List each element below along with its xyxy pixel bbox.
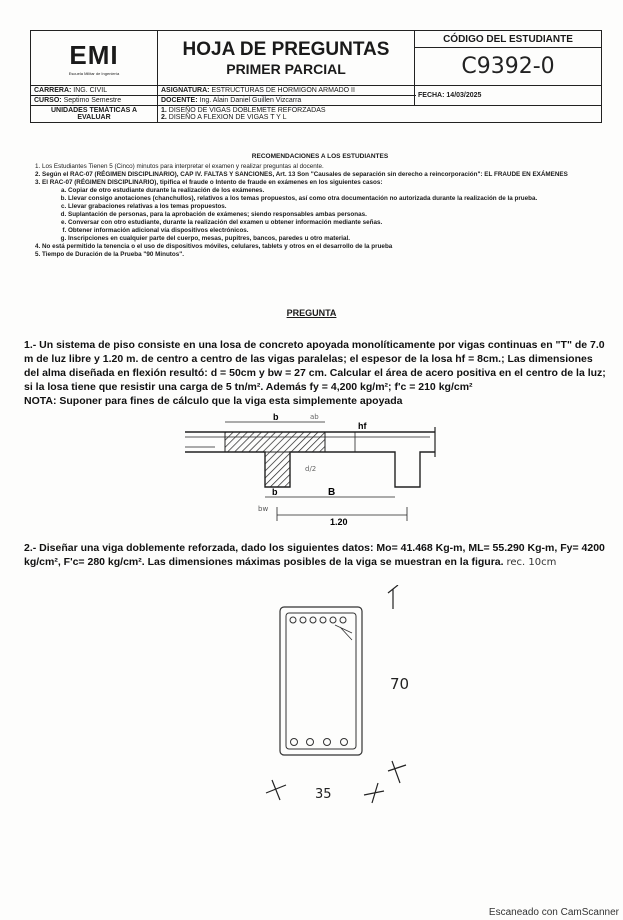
units-list: [158, 106, 602, 123]
rec-item: 2. Según el RAC-07 (RÉGIMEN DISCIPLINARIO), CAP IV. FALTAS Y SANCIONES, Art. 13 Son "Causales de separación sin derecho a reincorporación": EL FRAUDE EN EXÁMENES: [42, 171, 610, 179]
pregunta-heading: PREGUNTA: [286, 308, 337, 318]
fecha-label: FECHA:: [418, 92, 445, 99]
fraud-case: b. Llevar consigo anotaciones (chanchullos), relativos a los temas propuestos, así como otra documentación no autorizada durante la realización de la prueba.: [68, 195, 610, 203]
dim-hf: hf: [358, 421, 367, 431]
student-code-value: C9392-0: [415, 48, 602, 86]
carrera-cell: [31, 86, 158, 96]
rec-item: 4. No está permitido la tenencia o el uso de dispositivos móviles, celulares, tablets y otros en el desarrollo de la prueba: [42, 243, 610, 251]
recommendations: [30, 153, 610, 259]
emi-logo: EMI: [69, 40, 119, 70]
logo-subtext: Escuela Militar de Ingeniería: [68, 71, 120, 76]
docente-value: Ing. Alain Daniel Guillen Vizcarra: [199, 97, 302, 104]
curso-value: Septimo Semestre: [63, 97, 122, 104]
hand-tick-bottom: [388, 761, 406, 783]
unit-item: 1. DISEÑO DE VIGAS DOBLEMETE REFORZADAS: [161, 107, 326, 114]
dim-width: 35: [315, 787, 332, 802]
docente-cell: [158, 96, 415, 106]
fraud-case: a. Copiar de otro estudiante durante la realización de los exámenes.: [68, 187, 610, 195]
question-2-text: 2.- Diseñar una viga doblemente reforzada, dado los siguientes datos: Mo= 41.468 Kg-m, ML= 55.290 Kg-m, Fy= 4200 kg/cm², F'c= 280 kg/cm². Las dimensiones máximas posibles de la viga se muestran en la figura.: [24, 542, 605, 568]
carrera-label: CARRERA:: [34, 87, 72, 94]
dim-B: B: [328, 487, 336, 498]
asignatura-label: ASIGNATURA:: [161, 87, 210, 94]
logo-cell: [31, 31, 158, 86]
fraud-case: g. Inscripciones en cualquier parte del cuerpo, mesas, pupitres, bancos, paredes u otro material.: [68, 235, 610, 243]
recommendations-heading: RECOMENDACIONES A LOS ESTUDIANTES: [251, 153, 389, 160]
title-cell: [158, 31, 415, 86]
scanner-watermark: Escaneado con CamScanner: [488, 907, 619, 918]
page-subtitle: PRIMER PARCIAL: [226, 61, 346, 77]
fraud-case: d. Suplantación de personas, para la aprobación de exámenes; siendo responsables ambas personas.: [68, 211, 610, 219]
curso-cell: [31, 96, 158, 106]
fraud-case: e. Conversar con otro estudiante, durante la realización del examen u obtener información mediante señas.: [68, 219, 610, 227]
dim-height: 70: [390, 675, 410, 693]
unit-item: 2. DISEÑO A FLEXION DE VIGAS T Y L: [161, 114, 287, 121]
exam-header: [30, 30, 602, 123]
student-code-label: CÓDIGO DEL ESTUDIANTE: [415, 31, 602, 48]
carrera-value: ING. CIVIL: [73, 87, 108, 94]
units-label: UNIDADES TEMÁTICAS A EVALUAR: [31, 106, 158, 123]
page-title: HOJA DE PREGUNTAS: [182, 39, 390, 60]
asignatura-cell: [158, 86, 415, 96]
rec-item: 3. El RAC-07 (RÉGIMEN DISCIPLINARIO), tipifica el fraude o Intento de fraude en exámenes en los siguientes casos: a. Copiar de otro estudiante durante la realización de los exámenes. b. Llevar consigo anotaciones (chanchullos), relativos a los temas propuestos, así como otra documentación no autorizada durante la realización de la prueba. c. Llevar grabaciones relativas a los temas propuestos. d. Suplantación de personas, para la aprobación de exámenes; siendo responsables ambas personas. e. Conversar con otro estudiante, durante la realización del examen u obtener información mediante señas. f. Obtener información adicional vía dispositivos electrónicos. g. Inscripciones en cualquier parte del cuerpo, mesas, pupitres, bancos, paredes u otro material.: [42, 179, 610, 243]
question-1: [24, 338, 609, 408]
docente-label: DOCENTE:: [161, 97, 198, 104]
fraud-cases: [42, 187, 610, 243]
fraud-case: c. Llevar grabaciones relativas a los temas propuestos.: [68, 203, 610, 211]
hand-tick-left: [266, 780, 286, 800]
fecha-cell: [415, 86, 602, 106]
question-2: [24, 541, 609, 570]
dim-bw: b: [272, 487, 278, 497]
asignatura-value: ESTRUCTURAS DE HORMIGÓN ARMADO II: [211, 87, 355, 94]
fraud-case: f. Obtener información adicional vía dispositivos electrónicos.: [68, 227, 610, 235]
hand-ab: ab: [310, 413, 319, 421]
hand-tick-top: [388, 585, 398, 609]
dim-b-top: b: [273, 412, 279, 422]
fecha-value: 14/03/2025: [446, 92, 482, 99]
rectangular-beam-figure: [260, 585, 460, 815]
hand-d2: d/2: [305, 465, 317, 473]
t-beam-figure: [180, 407, 450, 532]
curso-label: CURSO:: [34, 97, 62, 104]
hand-rec-note: rec. 10cm: [506, 557, 557, 568]
question-1-text: 1.- Un sistema de piso consiste en una losa de concreto apoyada monolíticamente por vigas continuas en "T" de 7.0 m de luz libre y 1.20 m. de centro a centro de las vigas paralelas; el espesor de la losa hf = 8cm.; Las dimensiones del alma diseñada en flexión resultó: d = 50cm y bw = 27 cm. Calcular el área de acero positiva en el centro de la luz; si la losa tiene que resistir una carga de 5 tn/m². Además fy = 4,200 kg/m²; f'c = 210 kg/cm²: [24, 339, 606, 393]
dim-span: 1.20: [330, 517, 348, 527]
question-1-note: NOTA: Suponer para fines de cálculo que la viga esta simplemente apoyada: [24, 395, 403, 407]
hand-tick-right: [364, 783, 384, 803]
rec-item: 1. Los Estudiantes Tienen 5 (Cinco) minutos para interpretar el examen y realizar preguntas al docente.: [42, 163, 610, 171]
rec-item: 5. Tiempo de Duración de la Prueba "90 Minutos".: [42, 251, 610, 259]
hand-bw: bw: [258, 505, 269, 513]
